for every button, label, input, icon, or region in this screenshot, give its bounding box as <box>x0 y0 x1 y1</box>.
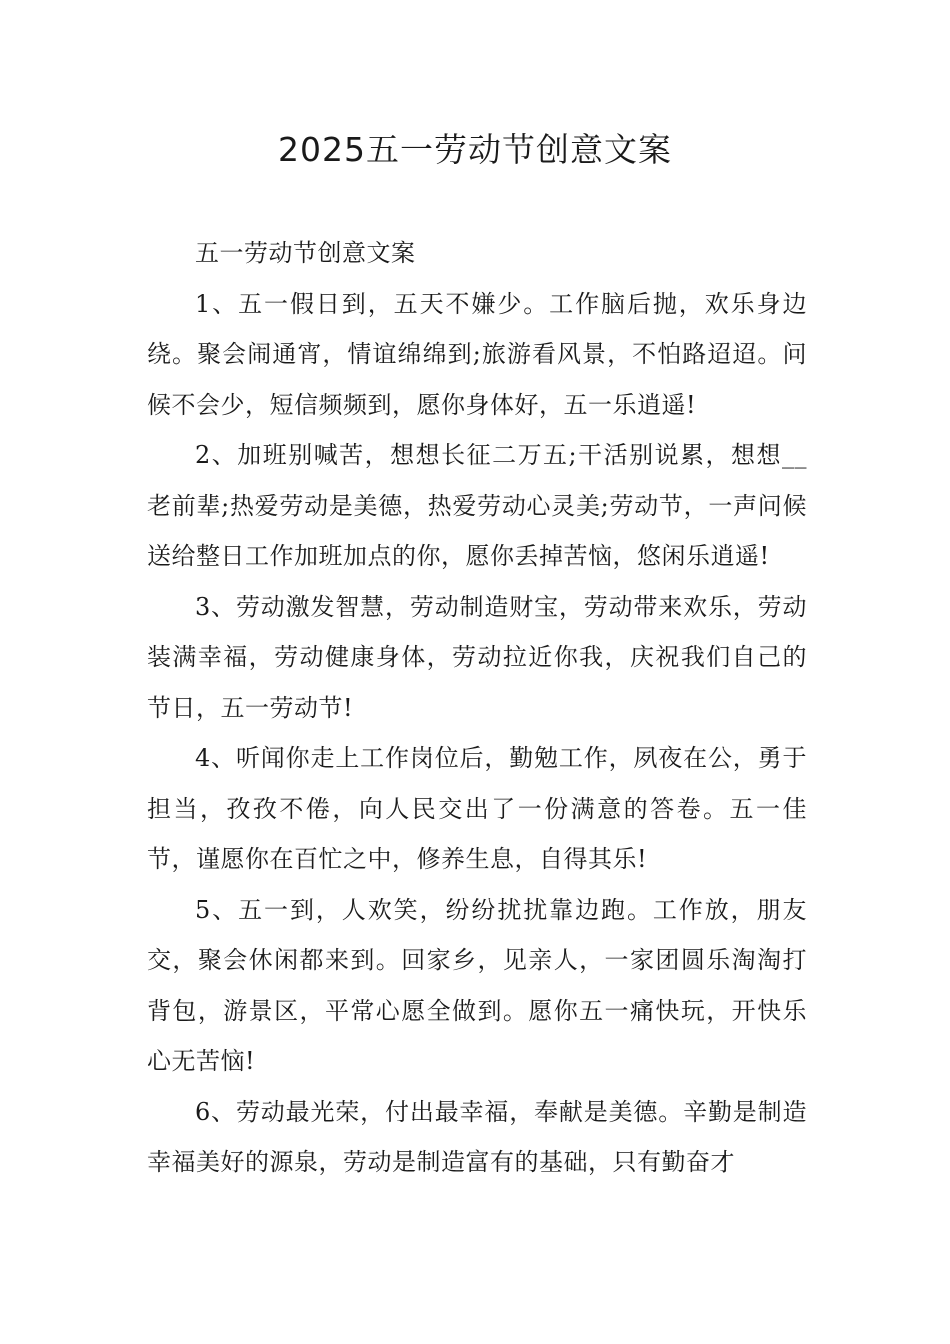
paragraph-6: 6、劳动最光荣，付出最幸福，奉献是美德。辛勤是制造幸福美好的源泉，劳动是制造富有的基础，只有勤奋才 <box>147 1097 807 1176</box>
paragraph-1: 1、五一假日到，五天不嫌少。工作脑后抛，欢乐身边绕。聚会闹通宵，情谊绵绵到;旅游看风景，不怕路迢迢。问候不会少，短信频频到，愿你身体好，五一乐逍遥! <box>147 289 807 419</box>
paragraph-3: 3、劳动激发智慧，劳动制造财宝，劳动带来欢乐，劳动装满幸福，劳动健康身体，劳动拉近你我，庆祝我们自己的节日，五一劳动节! <box>147 592 807 722</box>
document-title: 2025五一劳动节创意文案 <box>278 130 672 169</box>
paragraph-2: 2、加班别喊苦，想想长征二万五;干活别说累，想想__老前辈;热爱劳动是美德，热爱劳动心灵美;劳动节，一声问候送给整日工作加班加点的你，愿你丢掉苦恼，悠闲乐逍遥! <box>147 441 807 570</box>
paragraph-heading: 五一劳动节创意文案 <box>195 239 416 267</box>
paragraph-4: 4、听闻你走上工作岗位后，勤勉工作，夙夜在公，勇于担当，孜孜不倦，向人民交出了一份满意的答卷。五一佳节，谨愿你在百忙之中，修养生息，自得其乐! <box>147 744 807 873</box>
paragraph-5: 5、五一到，人欢笑，纷纷扰扰靠边跑。工作放，朋友交，聚会休闲都来到。回家乡，见亲人，一家团圆乐淘淘打背包，游景区，平常心愿全做到。愿你五一痛快玩，开快乐心无苦恼! <box>147 895 807 1075</box>
document-body <box>147 228 807 1188</box>
